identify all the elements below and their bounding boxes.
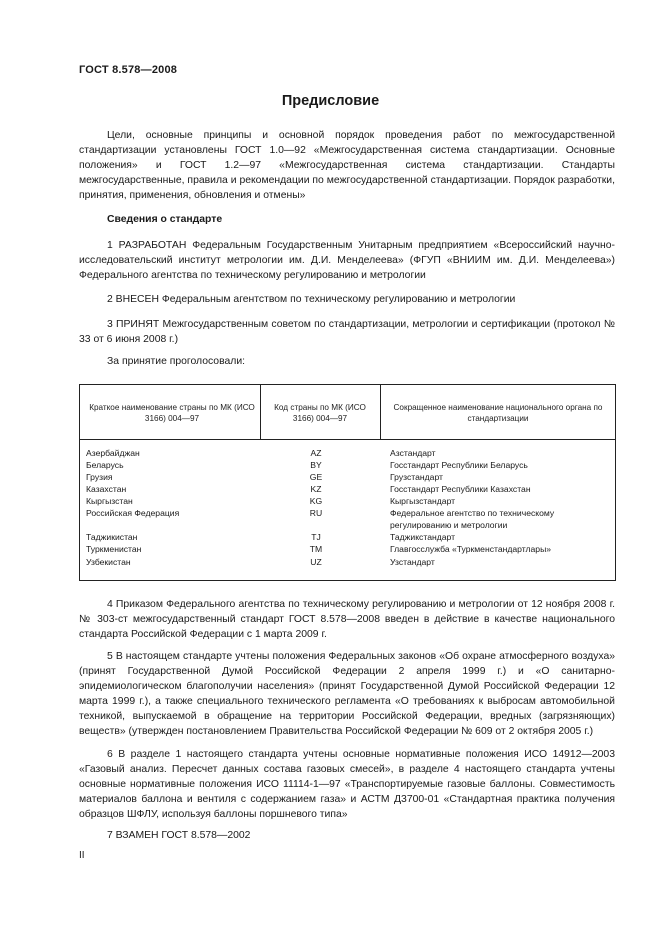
country-code: UZ xyxy=(310,557,322,567)
country-code: AZ xyxy=(310,448,322,458)
standards-body: Главгосслужба «Туркменстандартлары» xyxy=(390,544,552,554)
country-code: GE xyxy=(309,472,323,482)
header-org: Сокращенное наименование национального органа по стандартизации xyxy=(393,403,603,423)
country-name: Казахстан xyxy=(86,484,127,494)
table-divider xyxy=(380,385,381,439)
country-name: Кыргызстан xyxy=(86,496,133,506)
country-code: TM xyxy=(309,544,323,554)
country-code: TJ xyxy=(311,532,321,542)
page-title: Предисловие xyxy=(281,93,380,109)
section-title: Сведения о стандарте xyxy=(107,214,223,225)
country-code: BY xyxy=(310,460,322,470)
standards-body: Азстандарт xyxy=(390,448,436,458)
country-name: Таджикистан xyxy=(86,532,138,542)
page-number: II xyxy=(79,850,85,861)
header-country: Краткое наименование страны по МК (ИСО 3166) 004—97 xyxy=(89,403,255,423)
country-name: Узбекистан xyxy=(86,557,131,567)
item-4: 4 Приказом Федерального агентства по техническому регулированию и метрологии от 12 ноября 2008 г. № 303-ст межгосударственный стандарт ГОСТ 8.578—2008 введен в действие в качестве национального стандарта Российской Федерации с 1 марта 2009 г. xyxy=(79,599,615,640)
document-code-header: ГОСТ 8.578—2008 xyxy=(79,64,178,76)
standards-body: Узстандарт xyxy=(390,557,435,567)
item-3: 3 ПРИНЯТ Межгосударственным советом по стандартизации, метрологии и сертификации (протокол № 33 от 6 июня 2008 г.) xyxy=(79,319,615,345)
item-2: 2 ВНЕСЕН Федеральным агентством по техническому регулированию и метрологии xyxy=(107,294,516,305)
standards-body: Таджикстандарт xyxy=(390,532,456,542)
item-6: 6 В разделе 1 настоящего стандарта учтены основные нормативные положения ИСО 14912—2003 «Газовый анализ. Пересчет данных состава газовых смесей», в разделе 4 настоящего стандарта учтены основные нормативные положения ИСО 11114-1—97 «Транспортируемые газовые баллоны. Совместимость материалов баллона и вентиля с содержанием газа» и АСТМ Д3700-01 «Стандартная практика получения образцов ШФЛУ, используя баллоны поршневого типа» xyxy=(79,749,615,820)
table-divider xyxy=(260,385,261,439)
vote-label: За принятие проголосовали: xyxy=(107,356,246,367)
standards-body: Федеральное агентство по техническому регулированию и метрологии xyxy=(390,508,555,530)
country-name: Туркменистан xyxy=(86,544,142,554)
voting-table xyxy=(79,384,616,581)
standards-body: Госстандарт Республики Беларусь xyxy=(390,460,528,470)
standards-body: Кыргызстандарт xyxy=(390,496,456,506)
country-code: KG xyxy=(309,496,323,506)
header-code: Код страны по МК (ИСО 3166) 004—97 xyxy=(274,403,366,423)
intro-paragraph: Цели, основные принципы и основной порядок проведения работ по межгосударственной стандартизации установлены ГОСТ 1.0—92 «Межгосударственная система стандартизации. Основные положения» и ГОСТ 1.2—97 «Межгосударственная система стандартизации. Стандарты межгосударственные, правила и рекомендации по межгосударственной стандартизации. Порядок разработки, принятия, применения, обновления и отмены» xyxy=(79,130,615,201)
item-1: 1 РАЗРАБОТАН Федеральным Государственным Унитарным предприятием «Всероссийский научно-исследовательский институт метрологии им. Д.И. Менделеева» (ФГУП «ВНИИМ им. Д.И. Менделеева») Федерального агентства по техническому регулированию и метрологии xyxy=(79,240,615,281)
item-7: 7 ВЗАМЕН ГОСТ 8.578—2002 xyxy=(107,830,251,841)
country-name: Беларусь xyxy=(86,460,124,470)
country-name: Азербайджан xyxy=(86,448,140,458)
country-code: RU xyxy=(309,508,323,518)
standards-body: Госстандарт Республики Казахстан xyxy=(390,484,531,494)
country-code: KZ xyxy=(310,484,322,494)
country-name: Российская Федерация xyxy=(86,508,180,518)
table-header-divider xyxy=(80,439,615,440)
item-5: 5 В настоящем стандарте учтены положения Федеральных законов «Об охране атмосферного воздуха» (принят Государственной Думой Российской Федерации 2 апреля 1999 г.) и «О санитарно-эпидемиологическом благополучии населения» (принят Государственной Думой Российской Федерации 12 марта 1999 г.), а также специального технического регламента «О требованиях к выбросам автомобильной техникой, выпускаемой в обращение на территории Российской Федерации, вредных (загрязняющих) веществ» (утвержден постановлением Правительства Российской Федерации № 609 от 2 октября 2005 г.) xyxy=(79,651,615,737)
standards-body: Грузстандарт xyxy=(390,472,443,482)
country-name: Грузия xyxy=(86,472,113,482)
